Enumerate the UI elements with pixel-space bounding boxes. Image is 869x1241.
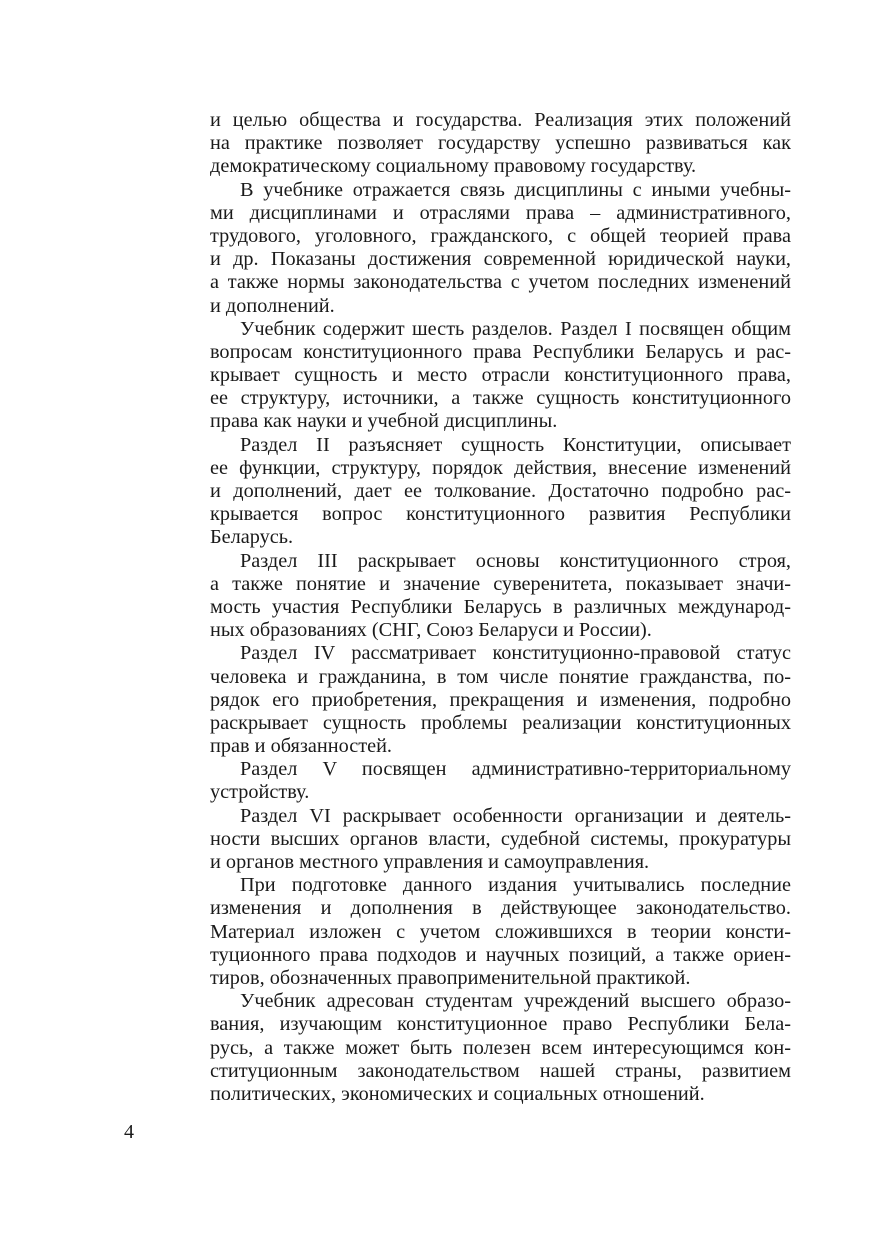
text-line: туционного права подходов и научных позиций, а также ориен- <box>210 943 791 966</box>
text-line: и целью общества и государства. Реализация этих положений <box>210 109 791 131</box>
text-line: В учебнике отражается связь дисциплины с иными учебны- <box>240 178 791 201</box>
paragraph <box>210 109 791 179</box>
paragraph <box>210 642 791 758</box>
text-line: и дополнений. <box>210 294 335 317</box>
text-line: Беларусь. <box>210 526 294 549</box>
text-line: ми дисциплинами и отраслями права – административного, <box>210 201 791 224</box>
paragraph <box>210 434 791 550</box>
body-text <box>210 109 791 1106</box>
text-line: политических, экономических и социальных отношений. <box>210 1082 705 1105</box>
text-line: крывает сущность и место отрасли конституционного права, <box>210 364 791 387</box>
text-line: на практике позволяет государству успешно развиваться как <box>210 132 791 155</box>
text-line: ных образованиях (СНГ, Союз Беларуси и России). <box>210 619 652 642</box>
text-line: изменения и дополнения в действующее законодательство. <box>210 897 791 920</box>
text-line: Раздел VI раскрывает особенности организации и деятель- <box>240 804 791 827</box>
text-line: Материал изложен с учетом сложившихся в теории консти- <box>210 920 791 943</box>
text-line: Раздел II разъясняет сущность Конституции, описывает <box>240 433 791 456</box>
text-line: Учебник адресован студентам учреждений высшего образо- <box>240 990 791 1013</box>
text-line: Раздел IV рассматривает конституционно-правовой статус <box>240 642 791 665</box>
paragraph <box>210 318 791 434</box>
paragraph <box>210 805 791 875</box>
paragraph <box>210 990 791 1106</box>
text-line: вания, изучающим конституционное право Республики Бела- <box>210 1013 791 1036</box>
text-line: мость участия Республики Беларусь в различных международ- <box>210 595 791 618</box>
text-line: ее функции, структуру, порядок действия, внесение изменений <box>210 456 791 479</box>
text-line: а также понятие и значение суверенитета, показывает значи- <box>210 572 791 595</box>
text-line: ституционным законодательством нашей страны, развитием <box>210 1059 791 1082</box>
text-line: Раздел III раскрывает основы конституционного строя, <box>240 549 791 572</box>
paragraph <box>210 758 791 804</box>
paragraph <box>210 179 791 318</box>
text-line: и др. Показаны достижения современной юридической науки, <box>210 248 791 271</box>
text-line: русь, а также может быть полезен всем интересующимся кон- <box>210 1036 791 1059</box>
text-line: тиров, обозначенных правоприменительной практикой. <box>210 966 691 989</box>
text-line: ности высших органов власти, судебной системы, прокуратуры <box>210 827 791 850</box>
text-line: раскрывает сущность проблемы реализации конституционных <box>210 711 791 734</box>
text-line: человека и гражданина, в том числе понятие гражданства, по- <box>210 665 791 688</box>
text-line: крывается вопрос конституционного развития Республики <box>210 503 791 526</box>
text-line: Раздел V посвящен административно-территориальному <box>240 758 791 781</box>
text-line: устройству. <box>210 781 310 804</box>
text-line: трудового, уголовного, гражданского, с общей теорией права <box>210 224 791 247</box>
text-line: ее структуру, источники, а также сущность конституционного <box>210 387 791 410</box>
text-line: и органов местного управления и самоуправления. <box>210 851 650 873</box>
text-line: а также нормы законодательства с учетом последних изменений <box>210 271 791 294</box>
text-line: вопросам конституционного права Республики Беларусь и рас- <box>210 340 791 363</box>
text-line: и дополнений, дает ее толкование. Достаточно подробно рас- <box>210 480 791 502</box>
text-line: права как науки и учебной дисциплины. <box>210 410 558 433</box>
text-line: При подготовке данного издания учитывались последние <box>240 874 791 897</box>
page-number: 4 <box>124 1121 134 1143</box>
paragraph <box>210 550 791 643</box>
text-line: демократическому социальному правовому государству. <box>210 155 697 178</box>
text-line: Учебник содержит шесть разделов. Раздел I посвящен общим <box>240 317 791 340</box>
text-line: рядок его приобретения, прекращения и изменения, подробно <box>210 688 791 711</box>
paragraph <box>210 874 791 990</box>
text-line: прав и обязанностей. <box>210 735 393 758</box>
